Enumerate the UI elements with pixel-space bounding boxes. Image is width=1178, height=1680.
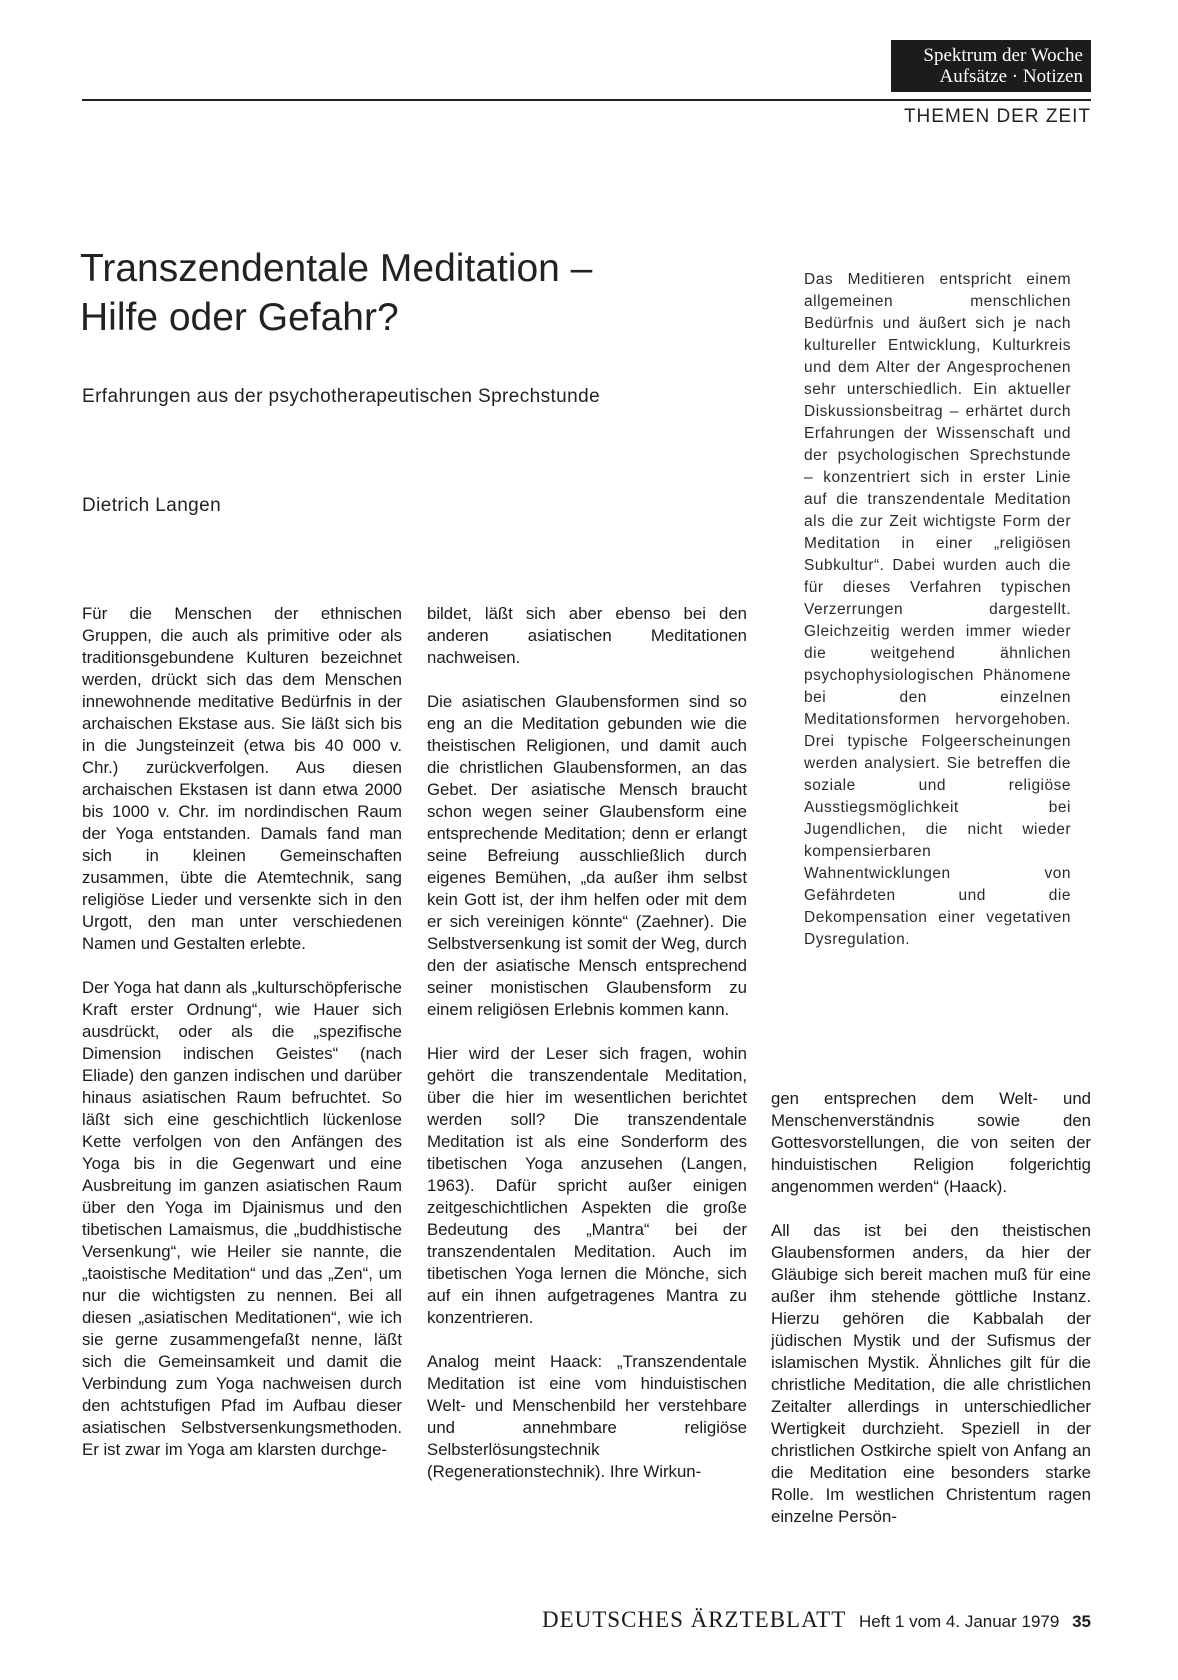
paragraph: Hier wird der Leser sich fragen, wohin gehört die transzendentale Meditation, über die hier im wesentlichen berichtet werden soll? Die transzendentale Meditation ist als eine Sonderform des tibetischen Yoga anzusehen (Langen, 1963). Dafür spricht außer einigen zeitgeschichtlichen Aspekten die große Bedeutung des „Mantra“ bei der transzendentalen Meditation. Auch im tibetischen Yoga lernen die Mönche, sich auf ein ihnen aufgetragenes Mantra zu konzentrieren. (427, 1044, 747, 1327)
article-abstract: Das Meditieren entspricht einem allgemeinen menschlichen Bedürfnis und äußert sich je nach kultureller Entwicklung, Kulturkreis und dem Alter der Angesprochenen sehr unterschiedlich. Ein aktueller Diskussionsbeitrag – erhärtet durch Erfahrungen der Wissenschaft und der psychologischen Sprechstunde – konzentriert sich in erster Linie auf die transzendentale Meditation als die zur Zeit wichtigste Form der Meditation in einer „religiösen Subkultur“. Dabei wurden auch die für dieses Verfahren typischen Verzerrungen dargestellt. Gleichzeitig werden immer wieder die weitgehend ähnlichen psychophysiologischen Phänomene bei den einzelnen Meditationsformen hervorgehoben. Drei typische Folgeerscheinungen werden analysiert. Sie betreffen die soziale und religiöse Ausstiegsmöglichkeit bei Jugendlichen, die nicht wieder kompensierbaren Wahnentwicklungen von Gefährdeten und die Dekompensation einer vegetativen Dysregulation. (804, 271, 1071, 948)
page-number: 35 (1072, 1612, 1091, 1631)
body-column-1 (82, 603, 402, 1461)
paragraph: Der Yoga hat dann als „kulturschöpferische Kraft erster Ordnung“, wie Hauer sich ausdrückt, oder als die „spezifische Dimension indischen Geistes“ (nach Eliade) den ganzen indischen und darüber hinaus asiatischen Raum befruchtet. So läßt sich eine geschichtlich lückenlose Kette verfolgen von den Anfängen des Yoga bis in die Gegenwart und eine Ausbreitung im ganzen asiatischen Raum über den Yoga im Djainismus und den tibetischen Lamaismus, die „buddhistische Versenkung“, wie Heiler sie nannte, die „taoistische Meditation“ und das „Zen“, um nur die wichtigsten zu nennen. Bei all diesen „asiatischen Meditationen“, wie ich sie gerne zusammengefaßt nenne, läßt sich die Gemeinsamkeit und damit die Verbindung zum Yoga nachweisen durch den achtstufigen Pfad im Aufbau dieser asiatischen Selbstversenkungsmethoden. Er ist zwar im Yoga am klarsten durchge- (82, 978, 402, 1459)
paragraph: Die asiatischen Glaubensformen sind so eng an die Meditation gebunden wie die theistischen Religionen, und damit auch die christlichen Glaubensformen, an das Gebet. Der asiatische Mensch braucht schon wegen seiner Glaubensform eine entsprechende Meditation; denn er erlangt seine Befreiung ausschließlich durch eigenes Bemühen, „da außer ihm selbst kein Gott ist, der ihm helfen oder mit dem er sich vereinigen könnte“ (Zaehner). Die Selbstversenkung ist somit der Weg, durch den der asiatische Mensch entsprechend seiner monistischen Glaubensform zu einem religiösen Erlebnis kommen kann. (427, 692, 747, 1019)
article-title (80, 244, 700, 342)
paragraph: bildet, läßt sich aber ebenso bei den anderen asiatischen Meditationen nachweisen. (427, 604, 747, 667)
journal-name: DEUTSCHES ÄRZTEBLATT (541, 1607, 847, 1632)
section-label-line1: Spektrum der Woche (923, 45, 1083, 66)
page-footer (542, 1607, 1091, 1633)
issue-info: Heft 1 vom 4. Januar 1979 (859, 1612, 1060, 1631)
paragraph: Für die Menschen der ethnischen Gruppen, die auch als primitive oder als traditionsgebundene Kulturen bezeichnet werden, drückt sich das dem Menschen innewohnende meditative Bedürfnis in der archaischen Ekstase aus. Sie läßt sich bis in die Jungsteinzeit (etwa bis 40 000 v. Chr.) zurückverfolgen. Aus diesen archaischen Ekstasen ist dann etwa 2000 bis 1000 v. Chr. im nordindischen Raum der Yoga entstanden. Damals fand man sich in kleinen Gemeinschaften zusammen, übte die Atemtechnik, sang religiöse Lieder und versenkte sich in den Urgott, den man unter verschiedenen Namen und Gestalten erlebte. (82, 604, 402, 953)
header-rule (82, 99, 1091, 101)
section-label-box (891, 40, 1091, 92)
paragraph: All das ist bei den theistischen Glaubensformen anders, da hier der Gläubige sich bereit machen muß für eine außer ihm stehende göttliche Instanz. Hierzu gehören die Kabbalah der jüdischen Mystik und der Sufismus der islamischen Mystik. Ähnliches gilt für die christliche Meditation, die alle christlichen Zeitalter allerdings in unterschiedlicher Wertigkeit durchzieht. Speziell in der christlichen Ostkirche spielt von Anfang an die Meditation eine besonders starke Rolle. Im westlichen Christentum ragen einzelne Persön- (771, 1221, 1091, 1526)
section-label-line2: Aufsätze · Notizen (939, 66, 1083, 87)
paragraph: gen entsprechen dem Welt- und Menschenverständnis sowie den Gottesvorstellungen, die von seiten der hinduistischen Religion folgerichtig angenommen werden“ (Haack). (771, 1089, 1091, 1196)
article-title-line2: Hilfe oder Gefahr? (80, 296, 399, 339)
article-subtitle: Erfahrungen aus der psychotherapeutischen Sprechstunde (82, 386, 601, 407)
paragraph: Analog meint Haack: „Transzendentale Meditation ist eine vom hinduistischen Welt- und Menschenbild her verstehbare und annehmbare religiöse Selbsterlösungstechnik (Regenerationstechnik). Ihre Wirkun- (427, 1352, 747, 1481)
body-column-3 (771, 1088, 1091, 1528)
rubric-label: THEMEN DER ZEIT (903, 106, 1091, 127)
article-title-line1: Transzendentale Meditation – (80, 247, 593, 290)
article-author: Dietrich Langen (82, 495, 222, 516)
body-column-2 (427, 603, 747, 1483)
